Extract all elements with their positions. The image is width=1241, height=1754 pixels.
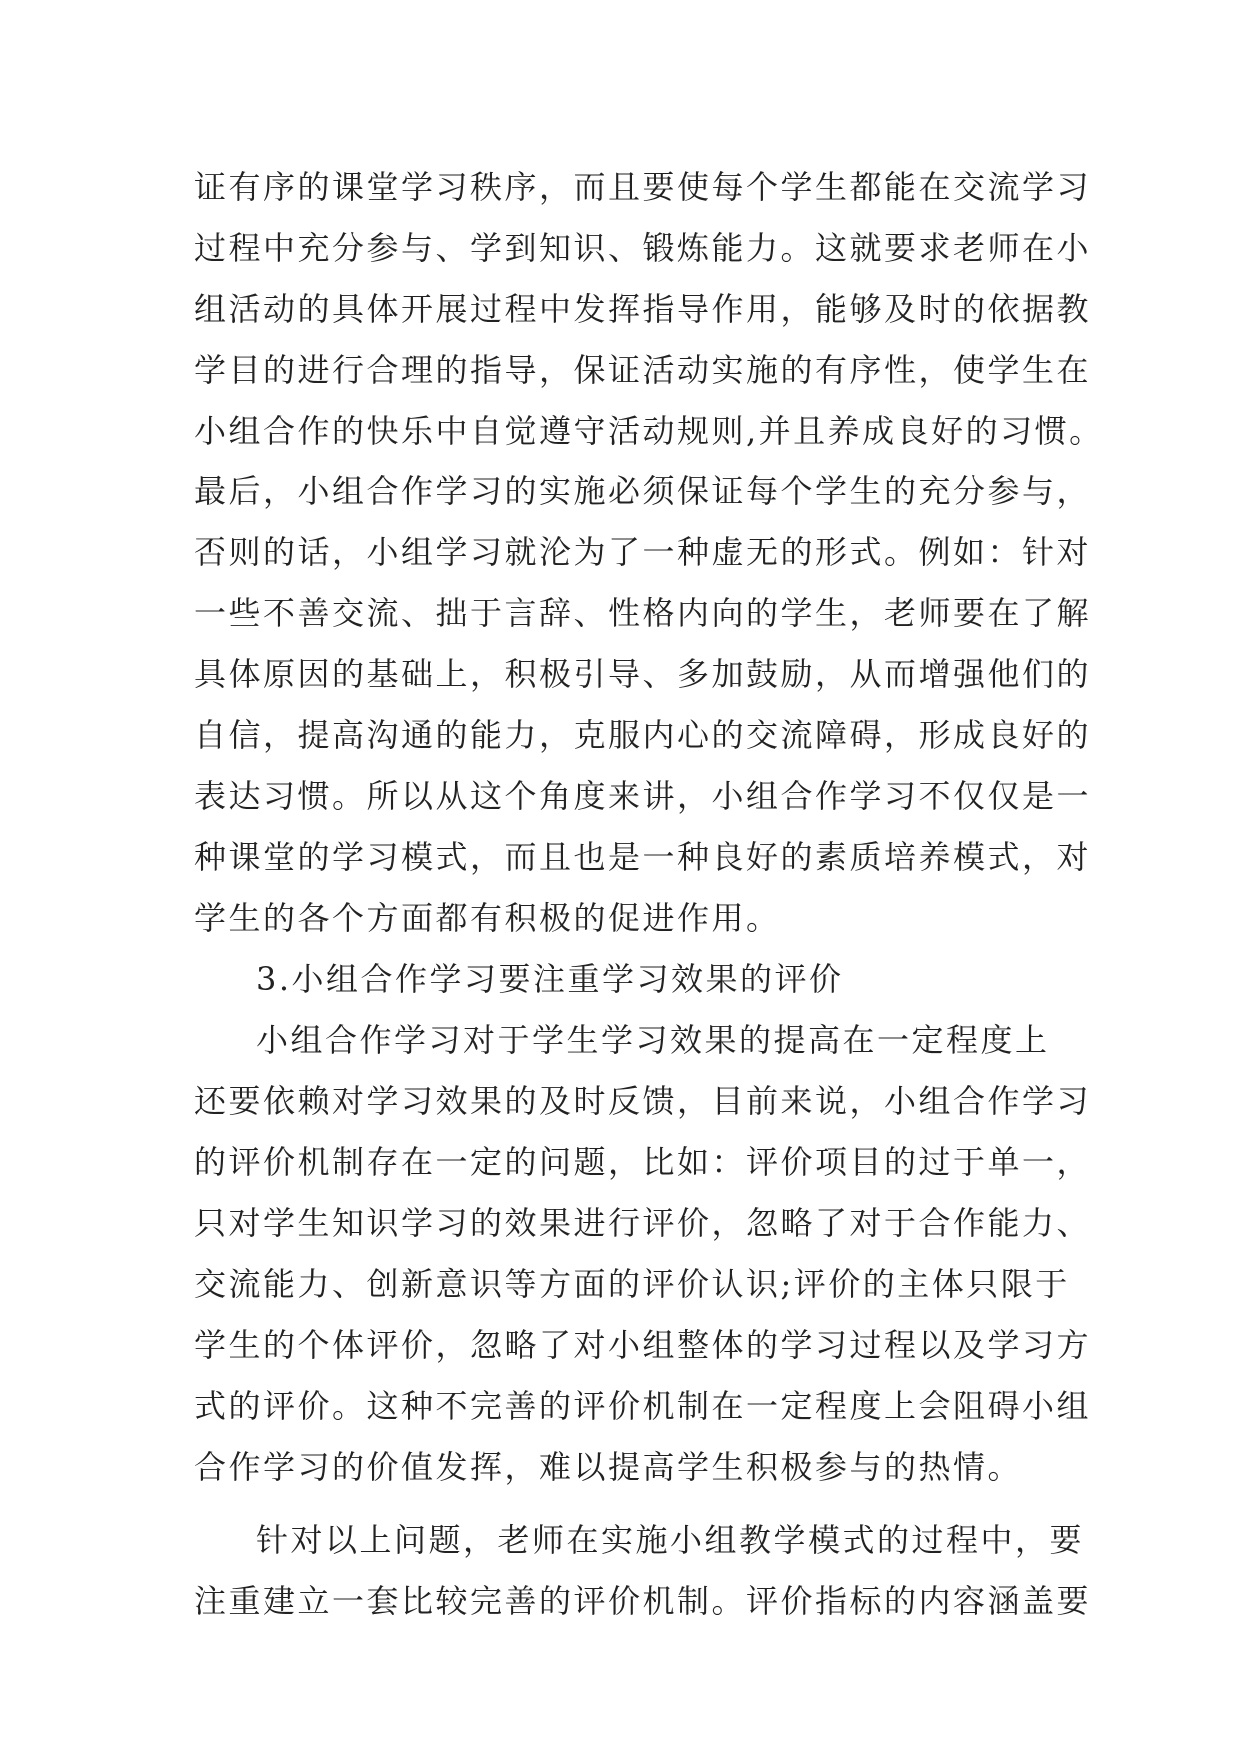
text-line: 过程中充分参与、学到知识、锻炼能力。这就要求老师在小 bbox=[194, 229, 1092, 267]
section-heading: 3.小组合作学习要注重学习效果的评价 bbox=[256, 960, 844, 998]
text-line: 交流能力、创新意识等方面的评价认识;评价的主体只限于 bbox=[194, 1265, 1070, 1303]
text-line: 式的评价。这种不完善的评价机制在一定程度上会阻碍小组 bbox=[194, 1387, 1092, 1425]
text-line: 证有序的课堂学习秩序，而且要使每个学生都能在交流学习 bbox=[194, 168, 1092, 206]
text-line: 针对以上问题，老师在实施小组教学模式的过程中，要 bbox=[256, 1521, 1085, 1559]
text-line: 注重建立一套比较完善的评价机制。评价指标的内容涵盖要 bbox=[194, 1582, 1092, 1620]
text-line: 种课堂的学习模式，而且也是一种良好的素质培养模式，对 bbox=[194, 838, 1092, 876]
text-line: 还要依赖对学习效果的及时反馈，目前来说，小组合作学习 bbox=[194, 1082, 1092, 1120]
text-line: 自信，提高沟通的能力，克服内心的交流障碍，形成良好的 bbox=[194, 716, 1092, 754]
text-line: 学目的进行合理的指导，保证活动实施的有序性，使学生在 bbox=[194, 351, 1092, 389]
text-line: 学生的各个方面都有积极的促进作用。 bbox=[194, 899, 781, 937]
text-line: 的评价机制存在一定的问题，比如：评价项目的过于单一， bbox=[194, 1143, 1092, 1181]
text-line: 合作学习的价值发挥，难以提高学生积极参与的热情。 bbox=[194, 1448, 1023, 1486]
text-line: 只对学生知识学习的效果进行评价，忽略了对于合作能力、 bbox=[194, 1204, 1092, 1242]
text-line: 一些不善交流、拙于言辞、性格内向的学生，老师要在了解 bbox=[194, 594, 1092, 632]
text-line: 学生的个体评价，忽略了对小组整体的学习过程以及学习方 bbox=[194, 1326, 1092, 1364]
text-line: 否则的话，小组学习就沦为了一种虚无的形式。例如：针对 bbox=[194, 533, 1092, 571]
text-line: 小组合作的快乐中自觉遵守活动规则,并且养成良好的习惯。 bbox=[194, 412, 1104, 450]
text-line: 小组合作学习对于学生学习效果的提高在一定程度上 bbox=[256, 1021, 1050, 1059]
text-line: 最后，小组合作学习的实施必须保证每个学生的充分参与， bbox=[194, 472, 1092, 510]
text-line: 组活动的具体开展过程中发挥指导作用，能够及时的依据教 bbox=[194, 290, 1092, 328]
text-line: 具体原因的基础上，积极引导、多加鼓励，从而增强他们的 bbox=[194, 655, 1092, 693]
text-line: 表达习惯。所以从这个角度来讲，小组合作学习不仅仅是一 bbox=[194, 777, 1092, 815]
